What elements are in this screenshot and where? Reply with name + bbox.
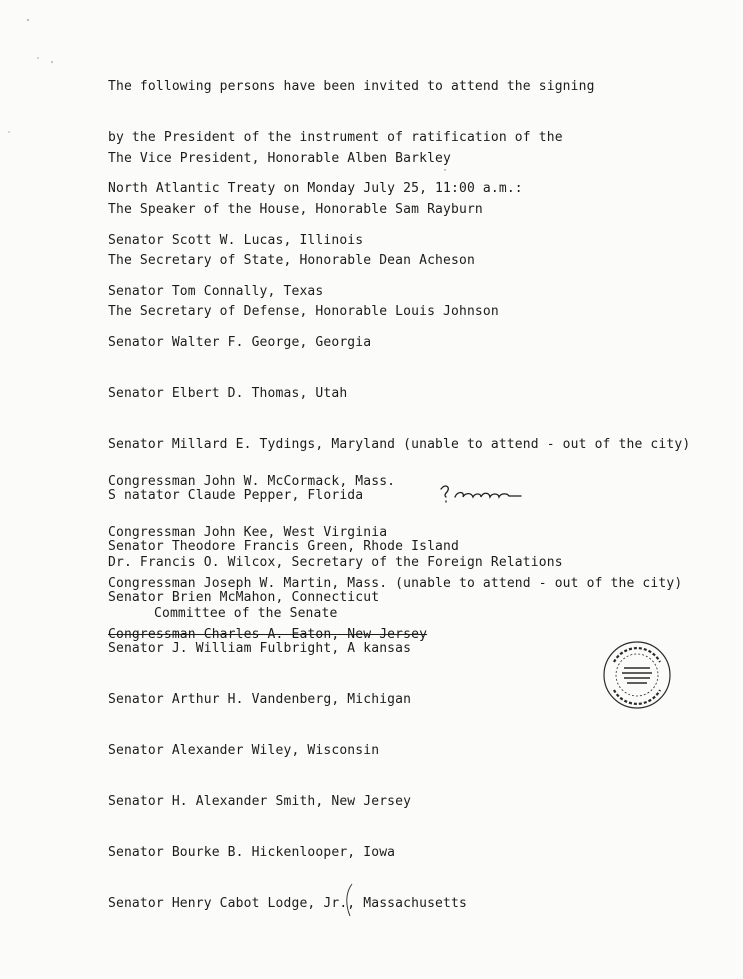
intro-line: by the President of the instrument of ratification of the xyxy=(108,130,563,145)
list-item: Senator Walter F. George, Georgia xyxy=(108,335,372,350)
list-item: The Speaker of the House, Honorable Sam Rayburn xyxy=(108,202,483,217)
intro-line: North Atlantic Treaty on Monday July 25, 11:00 a.m.: xyxy=(108,181,523,196)
list-item: S natator Claude Pepper, Florida xyxy=(108,488,364,503)
wilcox-entry xyxy=(108,520,563,656)
archive-stamp xyxy=(602,640,672,710)
list-item: Senator Arthur H. Vandenberg, Michigan xyxy=(108,692,412,707)
handwritten-note xyxy=(435,483,525,505)
list-item: Congressman John W. McCormack, Mass. xyxy=(108,474,396,489)
struck-list-item: Congressman Charles A. Eaton, New Jersey xyxy=(108,627,428,642)
intro-line: The following persons have been invited to attend the signing xyxy=(108,79,595,94)
list-item: The Vice President, Honorable Alben Barkley xyxy=(108,151,451,166)
list-item: Senator Elbert D. Thomas, Utah xyxy=(108,386,348,401)
list-item: The Secretary of Defense, Honorable Louis Johnson xyxy=(108,304,499,319)
list-item: Senator Scott W. Lucas, Illinois xyxy=(108,233,364,248)
list-item: Senator Alexander Wiley, Wisconsin xyxy=(108,743,380,758)
list-item: Senator Bourke B. Hickenlooper, Iowa xyxy=(108,845,396,860)
list-item: Senator Theodore Francis Green, Rhode Island xyxy=(108,539,459,554)
list-item: Dr. Francis O. Wilcox, Secretary of the Foreign Relations xyxy=(108,555,563,570)
list-item: Congressman Joseph W. Martin, Mass. (unable to attend - out of the city) xyxy=(108,576,683,591)
list-item: The Secretary of State, Honorable Dean Acheson xyxy=(108,253,475,268)
list-item: Senator Brien McMahon, Connecticut xyxy=(108,590,380,605)
list-item-continuation: Committee of the Senate xyxy=(154,606,338,621)
list-item: Senator Millard E. Tydings, Maryland (unable to attend - out of the city) xyxy=(108,437,691,452)
pencil-mark xyxy=(340,882,360,918)
list-item: Senator Henry Cabot Lodge, Jr., Massachusetts xyxy=(108,896,467,911)
list-item: Congressman John Kee, West Virginia xyxy=(108,525,388,540)
list-item: Senator H. Alexander Smith, New Jersey xyxy=(108,794,412,809)
list-item: Senator Tom Connally, Texas xyxy=(108,284,324,299)
list-item: Senator J. William Fulbright, A kansas xyxy=(108,641,412,656)
